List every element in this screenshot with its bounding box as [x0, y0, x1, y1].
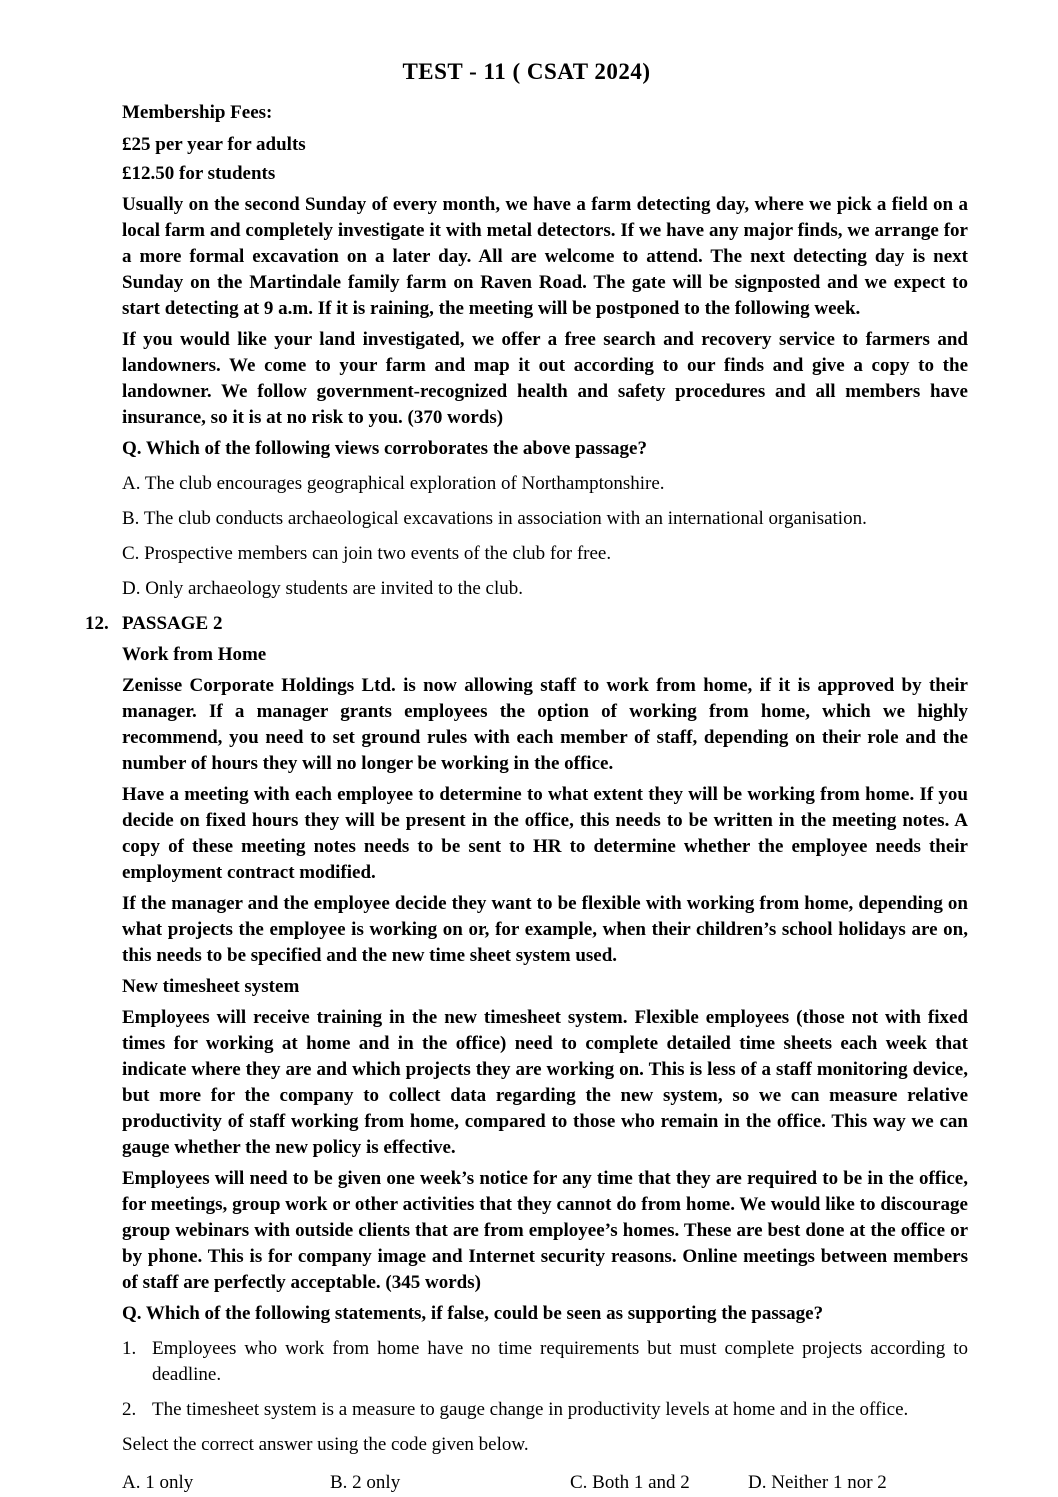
passage1-option-c: C. Prospective members can join two events of the club for free. — [122, 543, 612, 564]
statement-1-number: 1. — [122, 1338, 137, 1359]
membership-fees-heading: Membership Fees: — [122, 102, 273, 123]
answer-option-d: D. Neither 1 nor 2 — [748, 1472, 887, 1493]
passage2-paragraph-1: Zenisse Corporate Holdings Ltd. is now allowing staff to work from home, if it is approved by their manager. If a manager grants employees the option of working from home, which we highly recommend, you need to set ground rules with each member of staff, depending on their role and the number of hours they will no longer be working in the office. — [122, 675, 968, 774]
passage2-subheading-2: New timesheet system — [122, 976, 300, 997]
passage2-heading: PASSAGE 2 — [122, 613, 223, 634]
passage2-paragraph-4: Employees will receive training in the new timesheet system. Flexible employees (those not with fixed times for working at home and in the office) need to complete detailed time sheets each week that indicate where they are and which projects they are working on. This is less of a staff monitoring device, but more for the company to collect data regarding the new system, so we can measure relative productivity of staff working from home, compared to those who remain in the office. This way we can gauge whether the new policy is effective. — [122, 1007, 968, 1158]
answer-option-b: B. 2 only — [330, 1472, 401, 1493]
question-number: 12. — [85, 613, 109, 634]
passage1-option-a: A. The club encourages geographical exploration of Northamptonshire. — [122, 473, 665, 494]
passage2-paragraph-3: If the manager and the employee decide they want to be flexible with working from home, depending on what projects the employee is working on or, for example, when their children’s school holidays are on, this needs to be specified and the new time sheet system used. — [122, 893, 968, 966]
passage2-question: Q. Which of the following statements, if false, could be seen as supporting the passage? — [122, 1303, 824, 1324]
answer-option-a: A. 1 only — [122, 1472, 194, 1493]
passage1-question: Q. Which of the following views corroborates the above passage? — [122, 438, 647, 459]
passage2-paragraph-2: Have a meeting with each employee to determine to what extent they will be working from home. If you decide on fixed hours they will be present in the office, this needs to be written in the meeting notes. A copy of these meeting notes needs to be sent to HR to determine whether the employee needs their employment contract modified. — [122, 784, 968, 883]
passage2-paragraph-5: Employees will need to be given one week’s notice for any time that they are required to be in the office, for meetings, group work or other activities that they cannot do from home. We would like to discourage group webinars with outside clients that are from employee’s homes. These are best done at the office or by phone. This is for company image and Internet security reasons. Online meetings between members of staff are perfectly acceptable. (345 words) — [122, 1168, 968, 1293]
passage-2 — [122, 611, 968, 1496]
statement-1 — [122, 1336, 968, 1388]
fee-students: £12.50 for students — [122, 163, 276, 184]
statement-1-text: Employees who work from home have no time requirements but must complete projects according to deadline. — [152, 1338, 968, 1385]
answer-code-row — [122, 1470, 968, 1496]
passage2-subheading: Work from Home — [122, 644, 267, 665]
page-title: TEST - 11 ( CSAT 2024) — [402, 59, 651, 84]
statement-2-text: The timesheet system is a measure to gauge change in productivity levels at home and in the office. — [152, 1399, 909, 1420]
passage1-paragraph-1: Usually on the second Sunday of every month, we have a farm detecting day, where we pick a field on a local farm and completely investigate it with metal detectors. If we have any major finds, we arrange for a more formal excavation on a later day. All are welcome to attend. The next detecting day is next Sunday on the Martindale family farm on Raven Road. The gate will be signposted and we expect to start detecting at 9 a.m. If it is raining, the meeting will be postponed to the following week. — [122, 194, 968, 319]
statement-2-number: 2. — [122, 1399, 137, 1420]
passage-2-container — [85, 611, 968, 1496]
answer-option-c: C. Both 1 and 2 — [570, 1472, 690, 1493]
select-answer-line: Select the correct answer using the code given below. — [122, 1434, 529, 1455]
fee-adults: £25 per year for adults — [122, 134, 306, 155]
passage1-option-d: D. Only archaeology students are invited to the club. — [122, 578, 524, 599]
passage-1 — [122, 100, 968, 602]
passage1-option-b: B. The club conducts archaeological excavations in association with an international organisation. — [122, 508, 867, 529]
passage1-paragraph-2: If you would like your land investigated, we offer a free search and recovery service to farmers and landowners. We come to your farm and map it out according to our finds and give a copy to the landowner. We follow government-recognized health and safety procedures and all members have insurance, so it is at no risk to you. (370 words) — [122, 329, 968, 428]
statement-2 — [122, 1397, 968, 1423]
